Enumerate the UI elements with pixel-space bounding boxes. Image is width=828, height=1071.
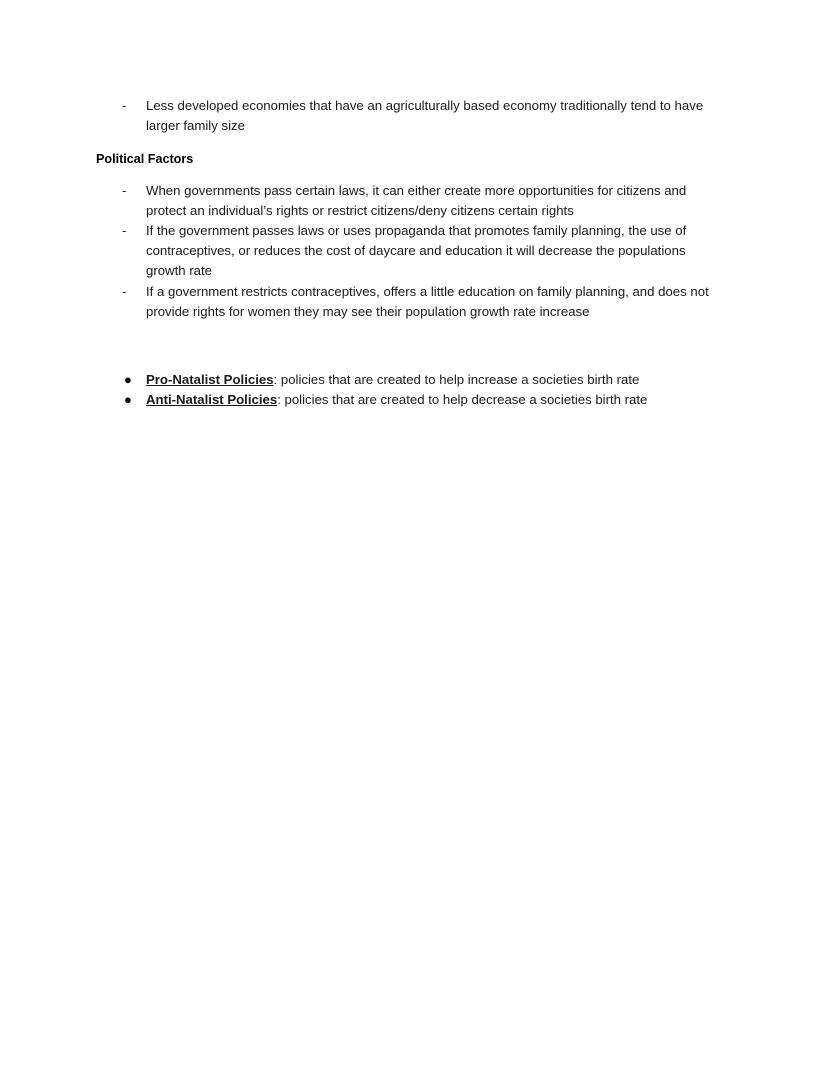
page-title: Political Factors: [96, 152, 194, 167]
list-item-text: If the government passes laws or uses propaganda that promotes family planning, the use of contraceptives, or reduces the cost of daycare and education it will decrease the populations growth rate: [146, 223, 687, 279]
dash-marker: -: [122, 223, 127, 239]
spacer: [96, 322, 722, 370]
list-item: [96, 221, 722, 282]
list-item: [96, 96, 722, 136]
list-item: [96, 181, 722, 221]
bullet-marker: ●: [124, 371, 132, 387]
list-item: [96, 370, 722, 390]
intro-dash-list: [96, 96, 722, 136]
document-body: [96, 96, 722, 410]
definition-term: Pro-Natalist Policies: [146, 371, 274, 387]
list-item: [96, 390, 722, 410]
political-factors-list: [96, 181, 722, 322]
dash-marker: -: [122, 98, 127, 113]
spacer: [96, 170, 722, 181]
definitions-list: [96, 370, 722, 410]
spacer: [96, 136, 722, 150]
list-item-text: When governments pass certain laws, it can either create more opportunities for citizens and protect an individual’s rights or restrict citizens/deny citizens certain rights: [146, 182, 687, 218]
dash-marker: -: [122, 182, 127, 198]
definition-text: : policies that are created to help increase a societies birth rate: [273, 371, 640, 387]
bullet-marker: ●: [124, 392, 132, 408]
definition-text: : policies that are created to help decrease a societies birth rate: [277, 392, 648, 408]
list-item-text: Less developed economies that have an agriculturally based economy traditionally tend to have larger family size: [146, 98, 704, 134]
dash-marker: -: [122, 283, 127, 299]
list-item: [96, 282, 722, 322]
definition-term: Anti-Natalist Policies: [146, 392, 278, 408]
list-item-text: If a government restricts contraceptives, offers a little education on family planning, and does not provide rights for women they may see their population growth rate increase: [146, 283, 709, 319]
